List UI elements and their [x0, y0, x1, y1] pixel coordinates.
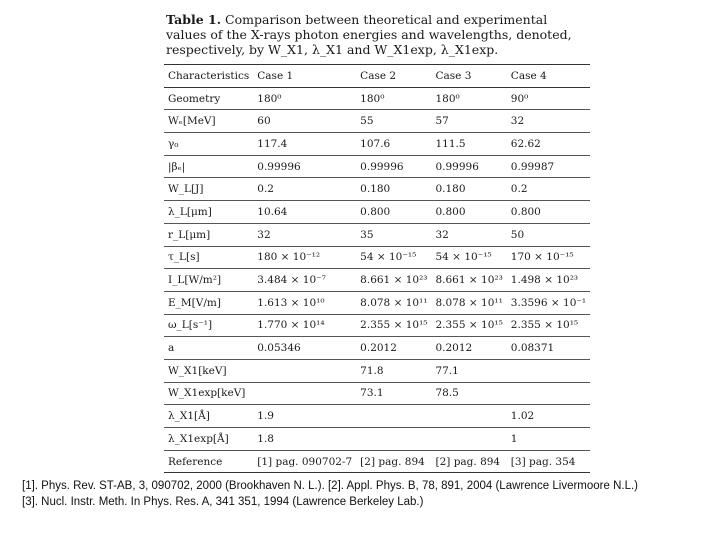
value-cell: 71.8 [356, 359, 431, 382]
value-cell: 73.1 [356, 382, 431, 405]
value-cell: 0.08371 [507, 337, 590, 360]
value-cell: [1] pag. 090702-7 [253, 450, 356, 473]
value-cell: 1.498 × 10²³ [507, 269, 590, 292]
value-cell: 3.3596 × 10⁻¹ [507, 291, 590, 314]
row-label-cell: λ_X1[Å] [164, 405, 253, 428]
row-label-cell: Wₑ[MeV] [164, 110, 253, 133]
table-row [164, 428, 590, 451]
value-cell: 8.661 × 10²³ [431, 269, 506, 292]
value-cell: 55 [356, 110, 431, 133]
value-cell: 32 [431, 223, 506, 246]
value-cell [431, 405, 506, 428]
row-label-cell: ω_L[s⁻¹] [164, 314, 253, 337]
value-cell: 77.1 [431, 359, 506, 382]
value-cell: 0.99987 [507, 155, 590, 178]
value-cell: 180⁰ [356, 87, 431, 110]
value-cell: 54 × 10⁻¹⁵ [356, 246, 431, 269]
value-cell [356, 428, 431, 451]
table-row [164, 359, 590, 382]
table-row [164, 291, 590, 314]
value-cell: 0.99996 [253, 155, 356, 178]
table-row [164, 178, 590, 201]
caption-text: Comparison between theoretical and experimental values of the X-rays photon energies and wavelengths, denoted, respectively, by W_X1, λ_X1 and W_X1exp, λ_X1exp. [166, 12, 572, 57]
table-caption [166, 12, 580, 57]
value-cell: [3] pag. 354 [507, 450, 590, 473]
row-label-cell: Reference [164, 450, 253, 473]
value-cell: 180⁰ [253, 87, 356, 110]
row-label-cell: τ_L[s] [164, 246, 253, 269]
value-cell: 0.800 [431, 201, 506, 224]
table-header-row [164, 65, 590, 88]
row-label-cell: |βₑ| [164, 155, 253, 178]
row-label-cell: λ_X1exp[Å] [164, 428, 253, 451]
value-cell: 0.99996 [431, 155, 506, 178]
value-cell: 1.9 [253, 405, 356, 428]
value-cell [507, 382, 590, 405]
value-cell: 0.180 [356, 178, 431, 201]
value-cell: 50 [507, 223, 590, 246]
value-cell: 57 [431, 110, 506, 133]
reference-line: [1]. Phys. Rev. ST-AB, 3, 090702, 2000 (Brookhaven N. L.). [2]. Appl. Phys. B, 78, 891, 2004 (Lawrence Livermoore N.L.) [22, 480, 639, 492]
row-label-cell: Geometry [164, 87, 253, 110]
value-cell: 0.800 [356, 201, 431, 224]
value-cell: [2] pag. 894 [431, 450, 506, 473]
table-row [164, 314, 590, 337]
value-cell: 90⁰ [507, 87, 590, 110]
value-cell: 0.2 [507, 178, 590, 201]
value-cell: 8.661 × 10²³ [356, 269, 431, 292]
table-row [164, 133, 590, 156]
value-cell: 2.355 × 10¹⁵ [507, 314, 590, 337]
value-cell: 1.770 × 10¹⁴ [253, 314, 356, 337]
header-cell: Case 4 [507, 65, 590, 88]
value-cell: 8.078 × 10¹¹ [431, 291, 506, 314]
row-label-cell: W_L[J] [164, 178, 253, 201]
value-cell: 8.078 × 10¹¹ [356, 291, 431, 314]
table-row [164, 269, 590, 292]
reference-line: [3]. Nucl. Instr. Meth. In Phys. Res. A, 341 351, 1994 (Lawrence Berkeley Lab.) [22, 496, 424, 508]
value-cell: 35 [356, 223, 431, 246]
row-label-cell: W_X1exp[keV] [164, 382, 253, 405]
table-row [164, 110, 590, 133]
value-cell: 60 [253, 110, 356, 133]
header-cell: Case 2 [356, 65, 431, 88]
value-cell: 62.62 [507, 133, 590, 156]
value-cell: 3.484 × 10⁻⁷ [253, 269, 356, 292]
table-row [164, 87, 590, 110]
table-row [164, 382, 590, 405]
value-cell: 78.5 [431, 382, 506, 405]
value-cell: 1.02 [507, 405, 590, 428]
row-label-cell: a [164, 337, 253, 360]
value-cell: 1.613 × 10¹⁰ [253, 291, 356, 314]
value-cell: 0.05346 [253, 337, 356, 360]
value-cell: 32 [507, 110, 590, 133]
table-row [164, 405, 590, 428]
row-label-cell: E_M[V/m] [164, 291, 253, 314]
value-cell: 0.2 [253, 178, 356, 201]
value-cell [253, 382, 356, 405]
value-cell [431, 428, 506, 451]
header-cell: Characteristics [164, 65, 253, 88]
value-cell: 2.355 × 10¹⁵ [431, 314, 506, 337]
row-label-cell: γ₀ [164, 133, 253, 156]
value-cell: 1 [507, 428, 590, 451]
header-cell: Case 1 [253, 65, 356, 88]
value-cell [356, 405, 431, 428]
value-cell: 0.180 [431, 178, 506, 201]
row-label-cell: I_L[W/m²] [164, 269, 253, 292]
value-cell: 10.64 [253, 201, 356, 224]
row-label-cell: λ_L[μm] [164, 201, 253, 224]
value-cell: 1.8 [253, 428, 356, 451]
value-cell: 107.6 [356, 133, 431, 156]
value-cell: 180 × 10⁻¹² [253, 246, 356, 269]
value-cell [507, 359, 590, 382]
value-cell: 0.99996 [356, 155, 431, 178]
table-row [164, 337, 590, 360]
references [22, 478, 712, 510]
value-cell: 0.800 [507, 201, 590, 224]
row-label-cell: W_X1[keV] [164, 359, 253, 382]
row-label-cell: r_L[μm] [164, 223, 253, 246]
value-cell: [2] pag. 894 [356, 450, 431, 473]
value-cell: 32 [253, 223, 356, 246]
table-row [164, 246, 590, 269]
value-cell: 2.355 × 10¹⁵ [356, 314, 431, 337]
table-row [164, 201, 590, 224]
value-cell: 117.4 [253, 133, 356, 156]
value-cell [253, 359, 356, 382]
value-cell: 111.5 [431, 133, 506, 156]
value-cell: 0.2012 [431, 337, 506, 360]
header-cell: Case 3 [431, 65, 506, 88]
table-row [164, 223, 590, 246]
table-row [164, 450, 590, 473]
table-body [164, 87, 590, 473]
comparison-table [164, 64, 590, 473]
value-cell: 180⁰ [431, 87, 506, 110]
value-cell: 0.2012 [356, 337, 431, 360]
value-cell: 170 × 10⁻¹⁵ [507, 246, 590, 269]
value-cell: 54 × 10⁻¹⁵ [431, 246, 506, 269]
caption-label: Table 1. [166, 12, 222, 27]
table-row [164, 155, 590, 178]
